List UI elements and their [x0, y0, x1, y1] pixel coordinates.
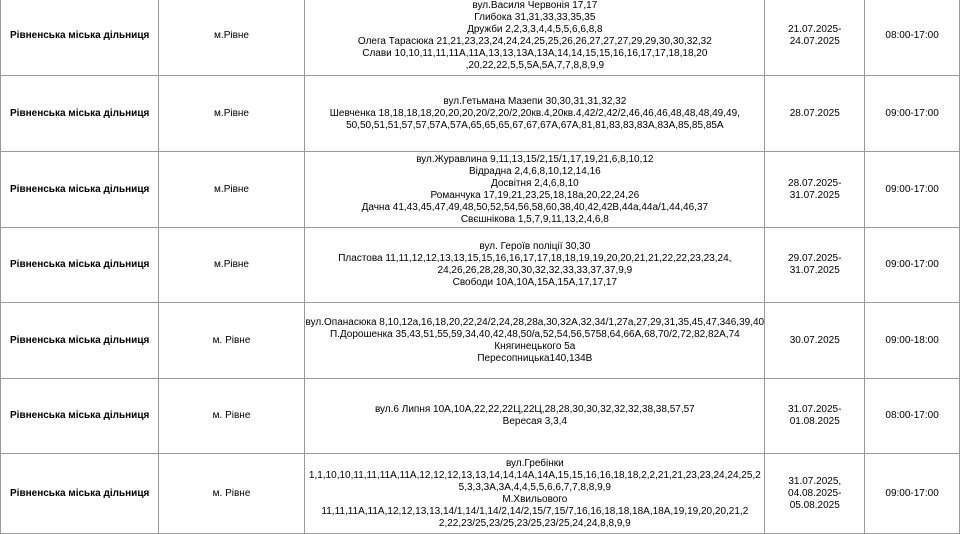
street-line: ,20,22,22,5,5,5А,5А,7,7,8,8,9,9	[465, 59, 605, 71]
date-cell	[765, 379, 865, 454]
street-line: Олега Тарасюка 21,21,23,23,24,24,24,25,25,26,26,27,27,27,29,29,30,30,32,32	[357, 35, 712, 47]
district-cell: Рівненська міська дільниця	[1, 379, 159, 454]
date-line: 04.08.2025-	[788, 487, 842, 499]
date-cell	[765, 0, 865, 76]
city-cell: м.Рівне	[158, 76, 305, 152]
city-cell: м. Рівне	[158, 454, 305, 534]
time-cell: 09:00-18:00	[865, 303, 960, 379]
district-cell: Рівненська міська дільниця	[1, 152, 159, 228]
district-cell: Рівненська міська дільниця	[1, 76, 159, 152]
city-cell: м.Рівне	[158, 0, 305, 76]
streets-cell	[305, 303, 765, 379]
street-line: Відрадна 2,4,6,8,10,12,14,16	[468, 165, 601, 177]
time-cell: 08:00-17:00	[865, 0, 960, 76]
date-cell	[765, 76, 865, 152]
street-line: Шевченка 18,18,18,18,20,20,20,20/2,20/2,20кв.4,20кв.4,42/2,42/2,46,46,46,48,48,48,49,49,	[329, 107, 740, 119]
street-line: Глибока 31,31,33,33,35,35	[474, 11, 596, 23]
date-line: 01.08.2025	[789, 416, 840, 427]
table-row	[1, 303, 960, 379]
streets-cell	[305, 454, 765, 534]
time-cell: 09:00-17:00	[865, 76, 960, 152]
street-line: Свєшнікова 1,5,7,9,11,13,2,4,6,8	[460, 213, 609, 225]
date-cell	[765, 454, 865, 534]
district-cell: Рівненська міська дільниця	[1, 228, 159, 303]
street-line: Слави 10,10,11,11,11А,11А,13,13,13А,13А,14,14,15,15,16,16,17,17,18,18,20	[362, 47, 708, 59]
city-cell: м. Рівне	[158, 379, 305, 454]
street-line: М.Хвильового	[502, 493, 568, 505]
street-line: Вересая 3,3,4	[502, 416, 568, 427]
time-cell: 09:00-17:00	[865, 454, 960, 534]
streets-cell	[305, 379, 765, 454]
date-cell	[765, 152, 865, 228]
city-cell: м.Рівне	[158, 152, 305, 228]
city-cell: м.Рівне	[158, 228, 305, 303]
street-line: Княгинецького 5а	[494, 340, 576, 352]
street-line: вул.Гетьмана Мазепи 30,30,31,31,32,32	[443, 95, 627, 107]
date-line: 31.07.2025,	[788, 475, 842, 487]
table-row	[1, 152, 960, 228]
time-cell: 08:00-17:00	[865, 379, 960, 454]
table-row	[1, 228, 960, 303]
street-line: Дружби 2,2,3,3,4,4,5,5,6,6,8,8	[467, 23, 603, 35]
street-line: 5,3,3,3А,3А,4,4,5,5,6,6,7,7,8,8,9,9	[458, 481, 611, 493]
date-line: 28.07.2025-	[788, 177, 842, 189]
street-line: П.Дорошенка 35,43,51,55,59,34,40,42,48,50/а,52,54,56,5758,64,66А,68,70/2,72,82,82А,74	[329, 328, 740, 340]
streets-cell	[305, 228, 765, 303]
district-cell: Рівненська міська дільниця	[1, 0, 159, 76]
date-cell	[765, 228, 865, 303]
date-line: 29.07.2025-	[788, 253, 842, 264]
time-cell: 09:00-17:00	[865, 152, 960, 228]
street-line: вул.6 Липня 10А,10А,22,22,22Ц,22Ц,28,28,30,30,32,32,32,38,38,57,57	[374, 404, 695, 415]
date-line: 24.07.2025	[789, 35, 840, 47]
street-line: Свободи 10А,10А,15А,15А,17,17,17	[452, 277, 618, 288]
district-cell: Рівненська міська дільниця	[1, 454, 159, 534]
street-line: вул.Василя Червонія 17,17	[472, 0, 598, 11]
street-line: вул. Героїв поліції 30,30	[479, 241, 591, 252]
streets-cell	[305, 0, 765, 76]
street-line: Пластова 11,11,12,12,13,13,15,15,16,16,17,17,18,18,19,19,20,20,21,21,22,22,23,23,24,	[338, 253, 732, 264]
date-line: 31.07.2025-	[788, 404, 842, 415]
date-line: 30.07.2025	[789, 334, 840, 346]
date-line: 21.07.2025-	[788, 23, 842, 35]
date-cell	[765, 303, 865, 379]
street-line: вул.Журавлина 9,11,13,15/2,15/1,17,19,21,6,8,10,12	[416, 153, 654, 165]
table-row	[1, 0, 960, 76]
street-line: вул.Опанасюка 8,10,12а,16,18,20,22,24/2,24,28,28а,30,32А,32,34/1,27а,27,29,31,35,45,47,346,39,40	[305, 316, 765, 328]
street-line: 1,1,10,10,11,11,11А,11А,12,12,12,13,13,14,14,14А,14А,15,15,16,16,18,18,2,2,21,21,23,23,24,24,25,2	[308, 469, 761, 481]
streets-cell	[305, 152, 765, 228]
table-row	[1, 454, 960, 534]
street-line: Досвітня 2,4,6,8,10	[490, 177, 579, 189]
street-line: 24,26,26,28,28,30,30,32,32,33,33,37,37,9,9	[437, 265, 633, 276]
time-cell: 09:00-17:00	[865, 228, 960, 303]
street-line: вул.Гребінки	[505, 457, 564, 469]
table-body	[1, 0, 960, 534]
date-line: 31.07.2025	[789, 189, 840, 201]
table-row	[1, 379, 960, 454]
district-cell: Рівненська міська дільниця	[1, 303, 159, 379]
city-cell: м. Рівне	[158, 303, 305, 379]
street-line: 2,22,23/25,23/25,23/25,23/25,24,24,8,8,9,9	[438, 517, 631, 529]
date-line: 05.08.2025	[789, 499, 840, 511]
streets-cell	[305, 76, 765, 152]
street-line: 50,50,51,51,57,57,57А,57А,65,65,65,67,67,67А,67А,81,81,83,83,83А,83А,85,85,85А	[346, 119, 724, 131]
street-line: Дачна 41,43,45,47,49,48,50,52,54,56,58,60,38,40,42,42В,44а,44а/1,44,46,37	[361, 201, 709, 213]
street-line: Романчука 17,19,21,23,25,18,18а,20,22,24,26	[430, 189, 640, 201]
street-line: 11,11,11А,11А,12,12,13,13,14/1,14/1,14/2,14/2,15/7,15/7,16,16,18,18,18А,18А,19,19,20,20,21,2	[321, 505, 749, 517]
date-line: 28.07.2025	[789, 107, 840, 119]
date-line: 31.07.2025	[789, 265, 840, 276]
street-line: Пересопницька140,134В	[477, 352, 593, 364]
table-row	[1, 76, 960, 152]
